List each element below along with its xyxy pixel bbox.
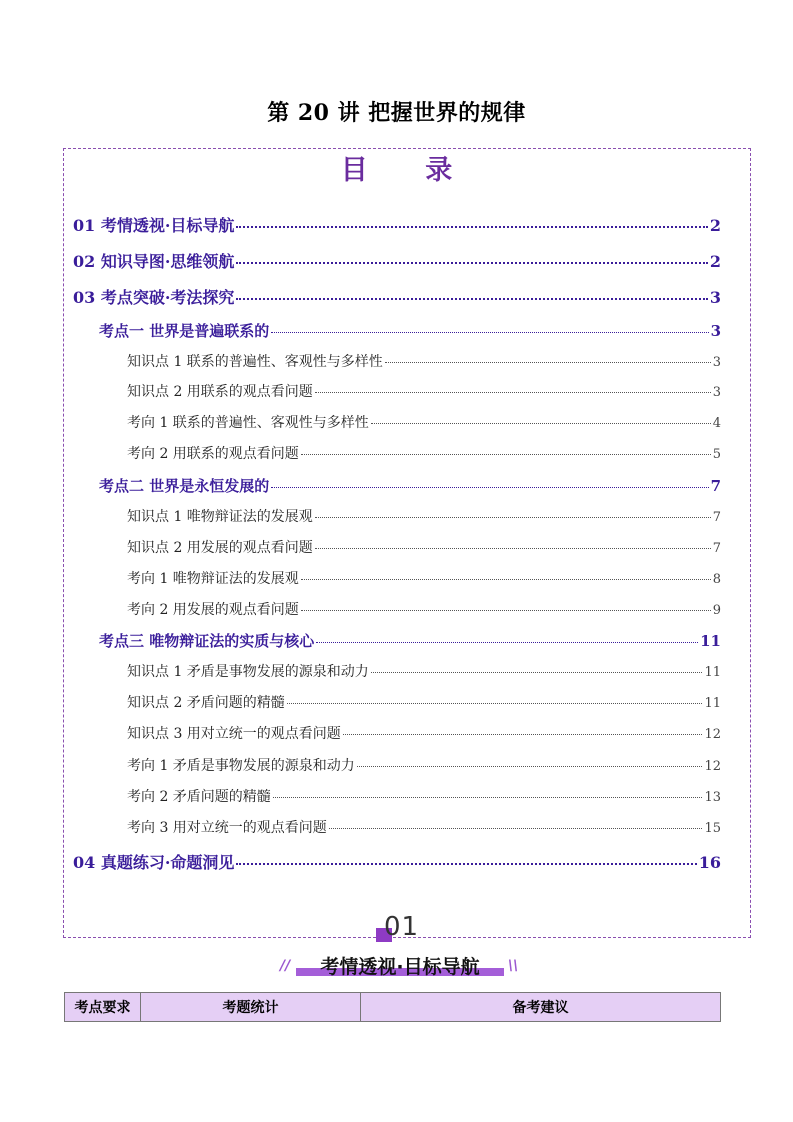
toc-entry-label: 考点一 世界是普遍联系的	[99, 322, 270, 340]
toc-entry-page: 3	[709, 288, 721, 307]
toc-leader-dots	[357, 766, 703, 767]
toc-entry-label: 03 考点突破·考法探究	[73, 288, 235, 307]
banner-slash-left: //	[280, 958, 291, 974]
banner-title: 考情透视·目标导航	[320, 956, 480, 978]
toc-leader-dots	[287, 703, 703, 704]
toc-leader-dots	[371, 672, 703, 673]
toc-entry[interactable]	[127, 661, 721, 681]
toc-leader-dots	[236, 226, 707, 228]
toc-entry[interactable]	[127, 537, 721, 557]
toc-entry-page: 2	[709, 216, 721, 235]
toc-entry-label: 考向 2 用发展的观点看问题	[127, 602, 299, 618]
toc-leader-dots	[343, 734, 703, 735]
section-banner	[292, 952, 508, 978]
toc-leader-dots	[236, 298, 707, 300]
toc-entry-page: 15	[704, 821, 721, 836]
toc-entry-page: 12	[704, 759, 721, 774]
toc-entry-page: 13	[704, 790, 721, 805]
toc-leader-dots	[301, 610, 711, 611]
toc-entry-label: 考向 1 联系的普遍性、客观性与多样性	[127, 415, 369, 431]
toc-entry[interactable]	[73, 249, 721, 272]
toc-entry-label: 02 知识导图·思维领航	[73, 252, 235, 271]
toc-entry-page: 16	[698, 853, 721, 872]
toc-entry[interactable]	[127, 786, 721, 806]
section-number-text: 01	[384, 912, 420, 942]
toc-entry-label: 知识点 1 矛盾是事物发展的源泉和动力	[127, 664, 369, 680]
toc-entry-label: 考向 3 用对立统一的观点看问题	[127, 820, 327, 836]
toc-entry[interactable]	[73, 285, 721, 308]
toc-entry-label: 考点二 世界是永恒发展的	[99, 477, 270, 495]
toc-entry-page: 7	[712, 510, 721, 525]
toc-leader-dots	[273, 797, 703, 798]
toc-heading: 目 录	[340, 155, 477, 186]
toc-entry-page: 2	[709, 252, 721, 271]
toc-entry[interactable]	[73, 850, 721, 873]
table-header-cell: 考点要求	[65, 993, 141, 1022]
toc-entry[interactable]	[127, 351, 721, 371]
table-header-cell: 考题统计	[141, 993, 361, 1022]
toc-leader-dots	[315, 548, 711, 549]
toc-entry[interactable]	[99, 630, 721, 651]
toc-entry-label: 考点三 唯物辩证法的实质与核心	[99, 632, 315, 650]
toc-entry-page: 5	[712, 447, 721, 462]
table-header-cell: 备考建议	[361, 993, 721, 1022]
toc-entry-page: 8	[712, 572, 721, 587]
toc-entry[interactable]	[73, 213, 721, 236]
toc-entry[interactable]	[127, 568, 721, 588]
toc-entry[interactable]	[127, 443, 721, 463]
toc-entry[interactable]	[99, 320, 721, 341]
toc-entry-label: 知识点 2 用发展的观点看问题	[127, 540, 313, 556]
banner-slash-right: \\	[508, 958, 519, 974]
toc-entry-page: 9	[712, 603, 721, 618]
toc-entry-page: 3	[710, 322, 721, 340]
toc-entry-page: 11	[704, 665, 721, 680]
toc-entry-label: 考向 1 唯物辩证法的发展观	[127, 571, 299, 587]
toc-leader-dots	[271, 332, 708, 333]
page-title: 第 20 讲 把握世界的规律	[267, 100, 526, 126]
toc-leader-dots	[271, 487, 708, 488]
toc-leader-dots	[301, 579, 711, 580]
toc-entry-page: 7	[710, 477, 721, 495]
toc-leader-dots	[301, 454, 711, 455]
toc-entry[interactable]	[127, 692, 721, 712]
toc-entry[interactable]	[127, 817, 721, 837]
toc-entry[interactable]	[127, 506, 721, 526]
toc-leader-dots	[316, 642, 698, 643]
toc-entry[interactable]	[127, 755, 721, 775]
toc-entry-label: 01 考情透视·目标导航	[73, 216, 235, 235]
toc-leader-dots	[385, 362, 711, 363]
toc-leader-dots	[315, 392, 711, 393]
toc-entry-page: 7	[712, 541, 721, 556]
toc-entry-label: 考向 2 用联系的观点看问题	[127, 446, 299, 462]
toc-entry[interactable]	[127, 723, 721, 743]
toc-entry[interactable]	[127, 599, 721, 619]
toc-entry-page: 4	[712, 416, 721, 431]
toc-entry-label: 知识点 2 矛盾问题的精髓	[127, 695, 285, 711]
toc-entry[interactable]	[127, 412, 721, 432]
toc-leader-dots	[236, 863, 696, 865]
toc-entry-label: 考向 2 矛盾问题的精髓	[127, 789, 271, 805]
toc-entry-page: 12	[704, 727, 721, 742]
toc-entry-label: 04 真题练习·命题洞见	[73, 853, 235, 872]
requirements-table	[64, 992, 721, 1022]
toc-entry[interactable]	[127, 381, 721, 401]
toc-leader-dots	[329, 828, 703, 829]
toc-entry-label: 考向 1 矛盾是事物发展的源泉和动力	[127, 758, 355, 774]
toc-leader-dots	[315, 517, 711, 518]
toc-entry-page: 3	[712, 385, 721, 400]
toc-leader-dots	[236, 262, 707, 264]
toc-entry-page: 3	[712, 355, 721, 370]
toc-leader-dots	[371, 423, 711, 424]
table-header-row	[65, 993, 721, 1022]
toc-entry-label: 知识点 1 唯物辩证法的发展观	[127, 509, 313, 525]
toc-entry[interactable]	[99, 475, 721, 496]
toc-entry-page: 11	[704, 696, 721, 711]
toc-entry-label: 知识点 3 用对立统一的观点看问题	[127, 726, 341, 742]
toc-entry-page: 11	[700, 632, 721, 650]
toc-entry-label: 知识点 2 用联系的观点看问题	[127, 384, 313, 400]
toc-entry-label: 知识点 1 联系的普遍性、客观性与多样性	[127, 354, 383, 370]
